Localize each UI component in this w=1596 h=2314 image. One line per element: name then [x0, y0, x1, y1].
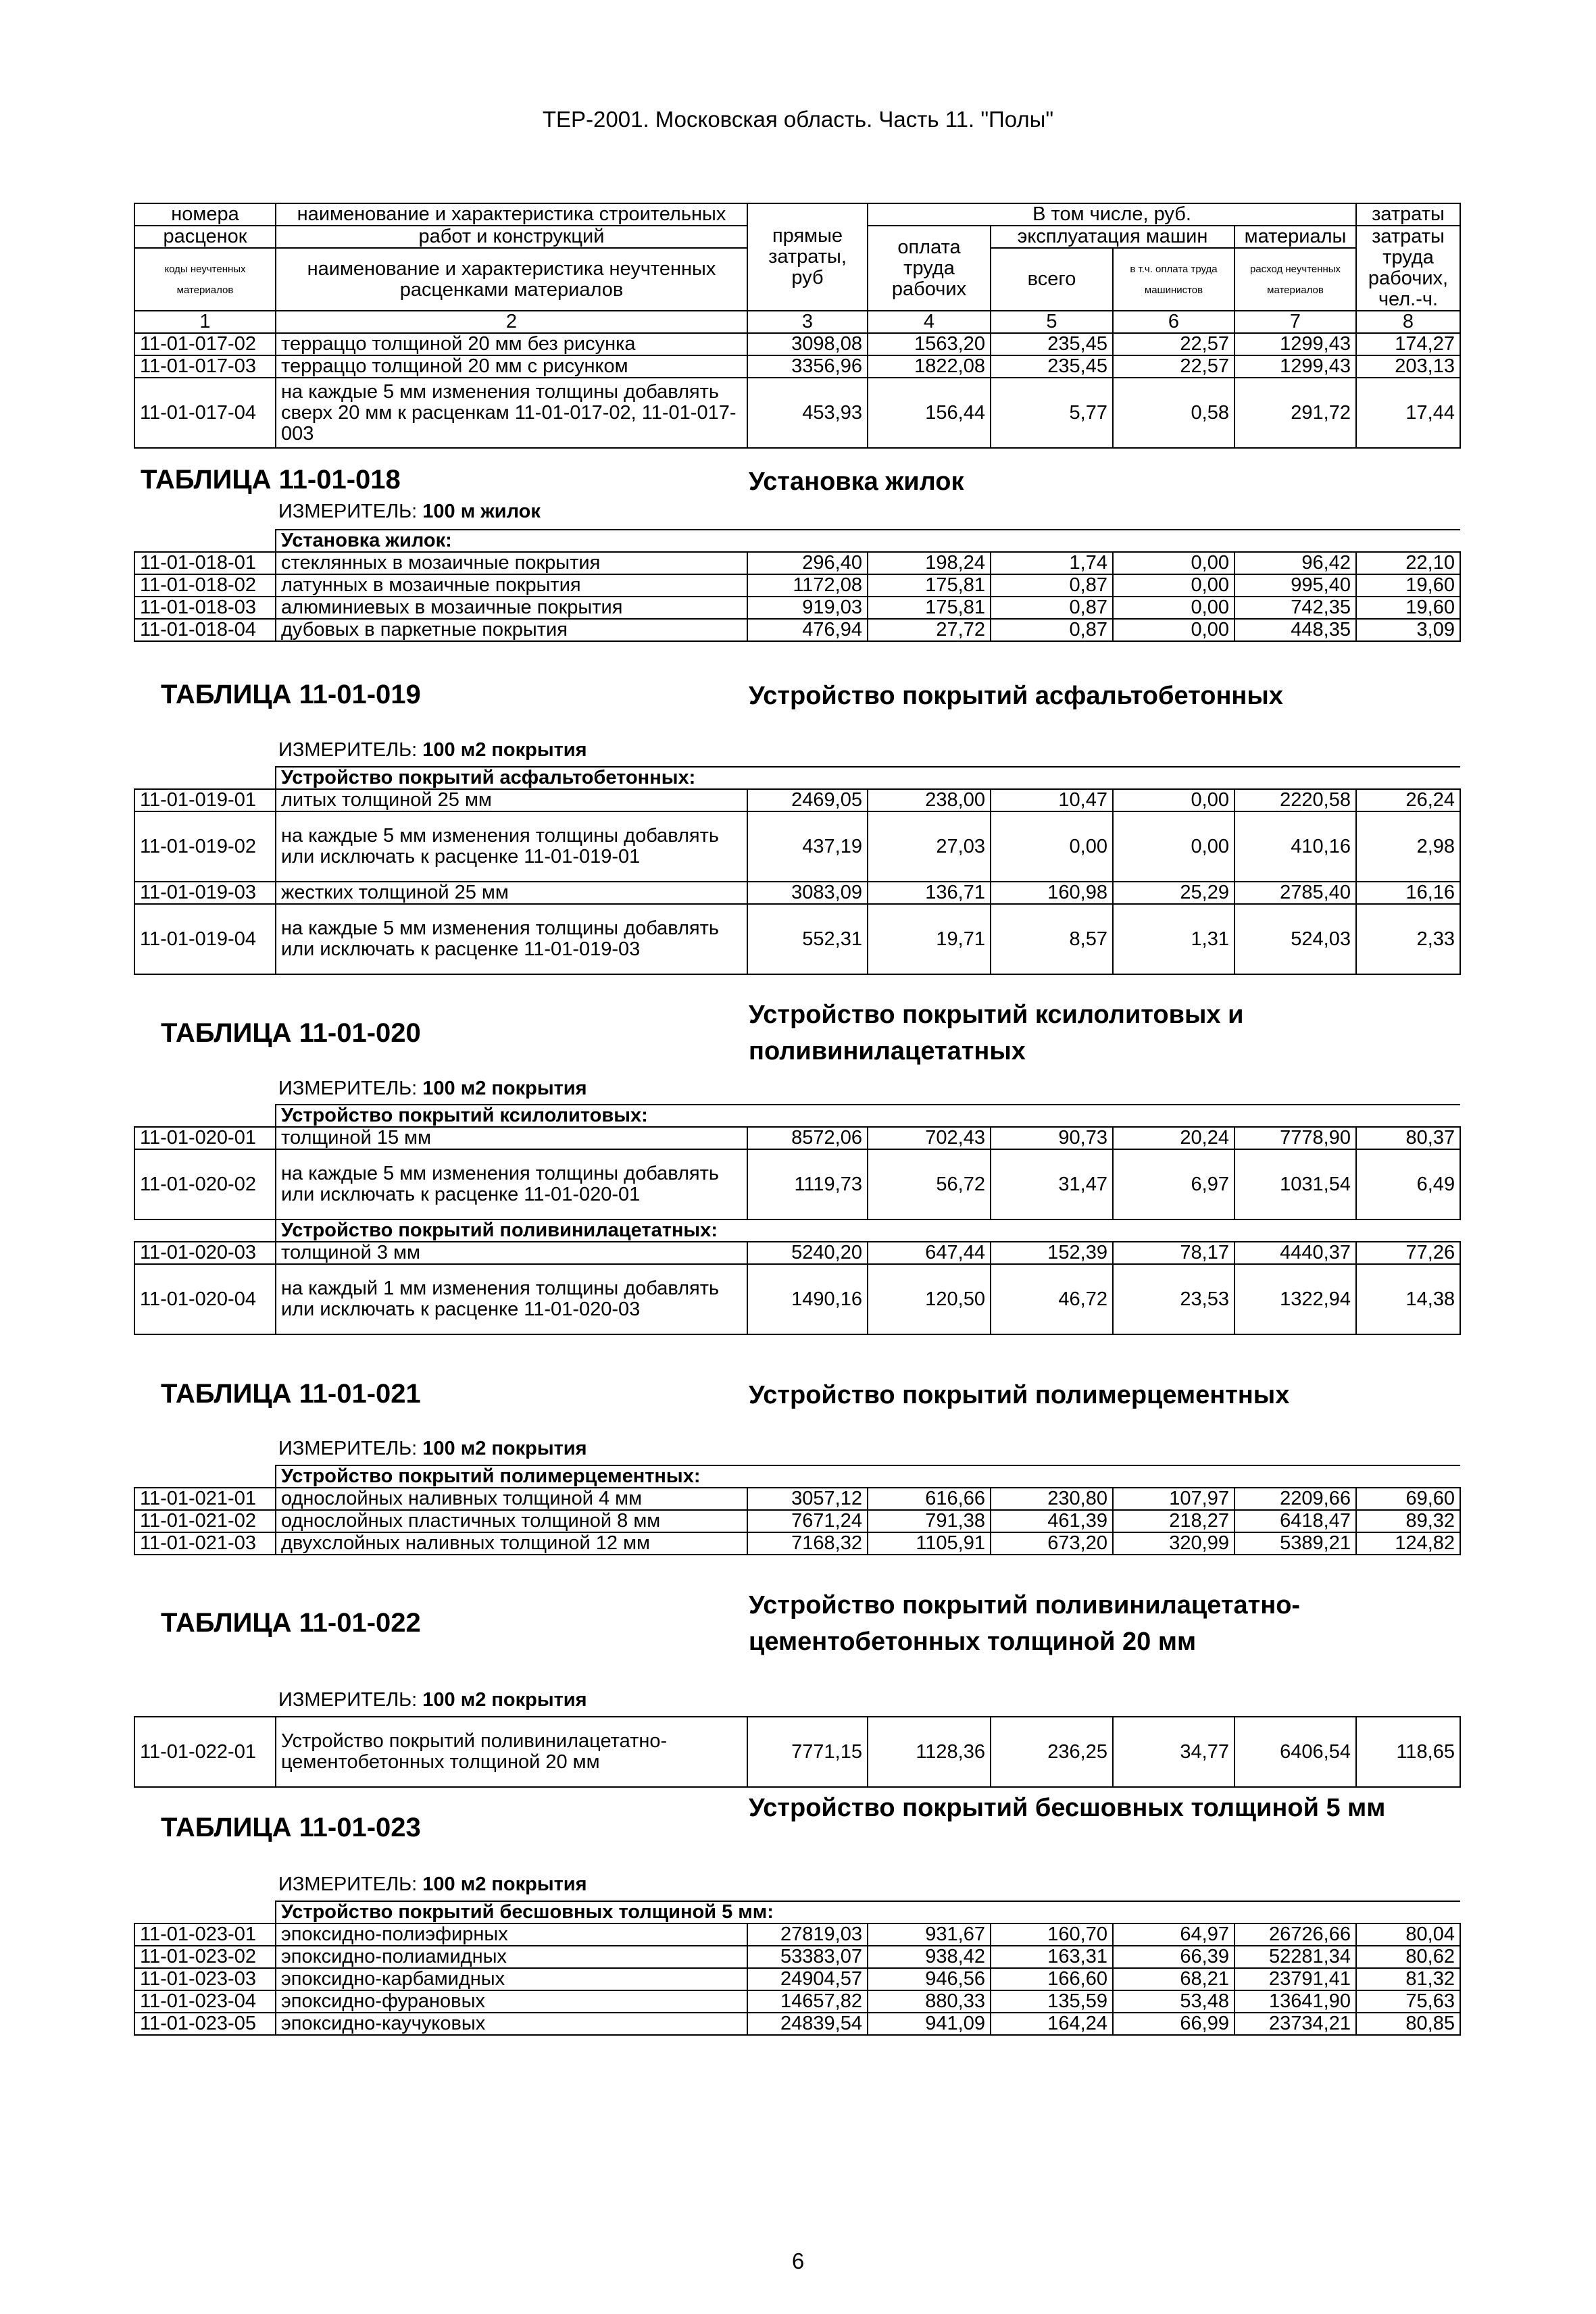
value-cell: 27,72 [868, 619, 991, 641]
value-cell: 1105,91 [868, 1532, 991, 1555]
value-cell: 203,13 [1356, 355, 1460, 378]
value-cell: 6406,54 [1235, 1717, 1356, 1787]
value-cell: 66,39 [1113, 1946, 1235, 1968]
section-row [134, 1465, 1460, 1488]
value-cell: 80,04 [1356, 1923, 1460, 1946]
work-name: однослойных наливных толщиной 4 мм [276, 1488, 747, 1510]
value-cell: 7771,15 [747, 1717, 868, 1787]
table-019-measure: ИЗМЕРИТЕЛЬ: 100 м2 покрытия [278, 739, 587, 761]
section-row [134, 1105, 1460, 1127]
rate-code: 11-01-022-01 [134, 1717, 276, 1787]
table-row [134, 1488, 1460, 1510]
rate-code: 11-01-018-01 [134, 552, 276, 574]
section-title: Устройство покрытий полимерцементных: [276, 1465, 1460, 1488]
value-cell: 26726,66 [1235, 1923, 1356, 1946]
work-name: двухслойных наливных толщиной 12 мм [276, 1532, 747, 1555]
value-cell: 80,62 [1356, 1946, 1460, 1968]
section-title: Устройство покрытий поливинилацетатных: [276, 1219, 1460, 1242]
value-cell: 1322,94 [1235, 1264, 1356, 1334]
rate-code: 11-01-018-04 [134, 619, 276, 641]
value-cell: 410,16 [1235, 811, 1356, 882]
value-cell: 89,32 [1356, 1510, 1460, 1532]
value-cell: 53,48 [1113, 1990, 1235, 2013]
header-machines: эксплуатация машин [991, 226, 1235, 248]
work-name: на каждый 1 мм изменения толщины добавлять или исключать к расценке 11-01-020-03 [276, 1264, 747, 1334]
table-022-title: Устройство покрытий поливинилацетатно-цементобетонных толщиной 20 мм [749, 1591, 1301, 1656]
value-cell: 27819,03 [747, 1923, 868, 1946]
rate-code: 11-01-023-02 [134, 1946, 276, 1968]
work-name: однослойных пластичных толщиной 8 мм [276, 1510, 747, 1532]
value-cell: 616,66 [868, 1488, 991, 1510]
table-020-name: ТАБЛИЦА 11-01-020 [161, 1018, 421, 1048]
header-material-usage: расход неучтенных материалов [1235, 248, 1356, 311]
value-cell: 1299,43 [1235, 333, 1356, 355]
value-cell: 13641,90 [1235, 1990, 1356, 2013]
column-number: 1 [134, 311, 276, 333]
value-cell: 919,03 [747, 597, 868, 619]
section-title: Установка жилок: [276, 530, 1460, 552]
work-name: эпоксидно-полиэфирных [276, 1923, 747, 1946]
table-020 [134, 1104, 1461, 1335]
table-row [134, 378, 1460, 448]
section-row [134, 530, 1460, 552]
value-cell: 22,57 [1113, 333, 1235, 355]
value-cell: 880,33 [868, 1990, 991, 2013]
value-cell: 0,00 [991, 811, 1113, 882]
work-name: терраццо толщиной 20 мм с рисунком [276, 355, 747, 378]
column-number: 2 [276, 311, 747, 333]
value-cell: 20,24 [1113, 1127, 1235, 1149]
header-wages: оплата труда рабочих [868, 226, 991, 311]
rate-code: 11-01-017-02 [134, 333, 276, 355]
value-cell: 166,60 [991, 1968, 1113, 1990]
value-cell: 156,44 [868, 378, 991, 448]
value-cell: 702,43 [868, 1127, 991, 1149]
value-cell: 175,81 [868, 597, 991, 619]
value-cell: 107,97 [1113, 1488, 1235, 1510]
column-number: 4 [868, 311, 991, 333]
value-cell: 19,71 [868, 904, 991, 974]
value-cell: 78,17 [1113, 1242, 1235, 1264]
work-name: литых толщиной 25 мм [276, 789, 747, 811]
table-row [134, 1510, 1460, 1532]
value-cell: 1,74 [991, 552, 1113, 574]
table-row [134, 1717, 1460, 1787]
value-cell: 23,53 [1113, 1264, 1235, 1334]
value-cell: 135,59 [991, 1990, 1113, 2013]
value-cell: 25,29 [1113, 882, 1235, 904]
document-title: ТЕР-2001. Московская область. Часть 11. "Полы" [542, 107, 1054, 132]
value-cell: 120,50 [868, 1264, 991, 1334]
table-row [134, 904, 1460, 974]
table-023-title: Устройство покрытий бесшовных толщиной 5 мм [749, 1794, 1386, 1822]
rate-code: 11-01-023-05 [134, 2013, 276, 2035]
value-cell: 230,80 [991, 1488, 1113, 1510]
table-row [134, 552, 1460, 574]
table-020-title: Устройство покрытий ксилолитовых и поливинилацетатных [749, 1001, 1244, 1065]
table-row [134, 1923, 1460, 1946]
value-cell: 236,25 [991, 1717, 1113, 1787]
value-cell: 3356,96 [747, 355, 868, 378]
value-cell: 7168,32 [747, 1532, 868, 1555]
work-name: на каждые 5 мм изменения толщины добавлять или исключать к расценке 11-01-019-01 [276, 811, 747, 882]
value-cell: 16,16 [1356, 882, 1460, 904]
rate-code: 11-01-017-04 [134, 378, 276, 448]
value-cell: 552,31 [747, 904, 868, 974]
value-cell: 0,00 [1113, 789, 1235, 811]
header-direct-costs: прямые затраты, руб [747, 203, 868, 311]
value-cell: 80,85 [1356, 2013, 1460, 2035]
value-cell: 77,26 [1356, 1242, 1460, 1264]
table-022-name: ТАБЛИЦА 11-01-022 [161, 1608, 421, 1638]
table-row [134, 811, 1460, 882]
work-name: латунных в мозаичные покрытия [276, 574, 747, 597]
table-row [134, 1242, 1460, 1264]
rate-code: 11-01-019-01 [134, 789, 276, 811]
table-row [134, 333, 1460, 355]
table-row [134, 1990, 1460, 2013]
value-cell: 14,38 [1356, 1264, 1460, 1334]
table-row [134, 1127, 1460, 1149]
header-name-top: наименование и характеристика строительных [276, 203, 747, 226]
work-name: жестких толщиной 25 мм [276, 882, 747, 904]
section-row [134, 767, 1460, 789]
value-cell: 174,27 [1356, 333, 1460, 355]
value-cell: 320,99 [1113, 1532, 1235, 1555]
value-cell: 3083,09 [747, 882, 868, 904]
rate-code: 11-01-023-01 [134, 1923, 276, 1946]
table-023-measure: ИЗМЕРИТЕЛЬ: 100 м2 покрытия [278, 1873, 587, 1895]
rate-code: 11-01-021-01 [134, 1488, 276, 1510]
table-row [134, 1946, 1460, 1968]
value-cell: 22,57 [1113, 355, 1235, 378]
table-row [134, 1968, 1460, 1990]
value-cell: 1172,08 [747, 574, 868, 597]
value-cell: 5,77 [991, 378, 1113, 448]
value-cell: 1490,16 [747, 1264, 868, 1334]
header-codes-mid: расценок [134, 226, 276, 248]
value-cell: 56,72 [868, 1149, 991, 1219]
table-020-measure: ИЗМЕРИТЕЛЬ: 100 м2 покрытия [278, 1078, 587, 1099]
table-019 [134, 766, 1461, 975]
work-name: эпоксидно-полиамидных [276, 1946, 747, 1968]
value-cell: 53383,07 [747, 1946, 868, 1968]
value-cell: 4440,37 [1235, 1242, 1356, 1264]
value-cell: 2785,40 [1235, 882, 1356, 904]
value-cell: 461,39 [991, 1510, 1113, 1532]
value-cell: 24839,54 [747, 2013, 868, 2035]
rate-code: 11-01-018-02 [134, 574, 276, 597]
value-cell: 10,47 [991, 789, 1113, 811]
value-cell: 2469,05 [747, 789, 868, 811]
value-cell: 2209,66 [1235, 1488, 1356, 1510]
value-cell: 23734,21 [1235, 2013, 1356, 2035]
table-021-measure: ИЗМЕРИТЕЛЬ: 100 м2 покрытия [278, 1438, 587, 1459]
header-labor: затраты труда рабочих, чел.-ч. [1356, 226, 1460, 311]
table-023-name: ТАБЛИЦА 11-01-023 [161, 1813, 421, 1842]
value-cell: 218,27 [1113, 1510, 1235, 1532]
value-cell: 476,94 [747, 619, 868, 641]
value-cell: 14657,82 [747, 1990, 868, 2013]
value-cell: 938,42 [868, 1946, 991, 1968]
table-022-measure: ИЗМЕРИТЕЛЬ: 100 м2 покрытия [278, 1689, 587, 1711]
value-cell: 995,40 [1235, 574, 1356, 597]
page-number: 6 [791, 2248, 805, 2273]
value-cell: 66,99 [1113, 2013, 1235, 2035]
value-cell: 1563,20 [868, 333, 991, 355]
value-cell: 0,87 [991, 574, 1113, 597]
rate-code: 11-01-017-03 [134, 355, 276, 378]
work-name: эпоксидно-карбамидных [276, 1968, 747, 1990]
value-cell: 1,31 [1113, 904, 1235, 974]
value-cell: 0,87 [991, 619, 1113, 641]
value-cell: 0,00 [1113, 597, 1235, 619]
work-name: терраццо толщиной 20 мм без рисунка [276, 333, 747, 355]
value-cell: 647,44 [868, 1242, 991, 1264]
value-cell: 946,56 [868, 1968, 991, 1990]
section-row [134, 1219, 1460, 1242]
rate-code: 11-01-019-03 [134, 882, 276, 904]
table-row [134, 597, 1460, 619]
column-number: 3 [747, 311, 868, 333]
table-row [134, 1264, 1460, 1334]
table-018 [134, 529, 1461, 642]
value-cell: 3057,12 [747, 1488, 868, 1510]
value-cell: 6418,47 [1235, 1510, 1356, 1532]
table-row [134, 574, 1460, 597]
value-cell: 8572,06 [747, 1127, 868, 1149]
rate-code: 11-01-020-04 [134, 1264, 276, 1334]
work-name: на каждые 5 мм изменения толщины добавлять или исключать к расценке 11-01-019-03 [276, 904, 747, 974]
header-machinist-wages: в т.ч. оплата труда машинистов [1113, 248, 1235, 311]
value-cell: 238,00 [868, 789, 991, 811]
value-cell: 1299,43 [1235, 355, 1356, 378]
value-cell: 118,65 [1356, 1717, 1460, 1787]
value-cell: 75,63 [1356, 1990, 1460, 2013]
rate-code: 11-01-020-03 [134, 1242, 276, 1264]
header-material-names: наименование и характеристика неучтенных расценками материалов [276, 248, 747, 311]
section-title: Устройство покрытий бесшовных толщиной 5 мм: [276, 1901, 1460, 1923]
value-cell: 69,60 [1356, 1488, 1460, 1510]
value-cell: 291,72 [1235, 378, 1356, 448]
value-cell: 5389,21 [1235, 1532, 1356, 1555]
rate-code: 11-01-019-04 [134, 904, 276, 974]
value-cell: 296,40 [747, 552, 868, 574]
table-018-measure: ИЗМЕРИТЕЛЬ: 100 м жилок [278, 501, 541, 522]
table-row [134, 355, 1460, 378]
section-title: Устройство покрытий асфальтобетонных: [276, 767, 1460, 789]
table-row [134, 789, 1460, 811]
value-cell: 81,32 [1356, 1968, 1460, 1990]
work-name: толщиной 3 мм [276, 1242, 747, 1264]
table-018-name: ТАБЛИЦА 11-01-018 [141, 465, 401, 495]
header-codes-top: номера [134, 203, 276, 226]
work-name: толщиной 15 мм [276, 1127, 747, 1149]
value-cell: 941,09 [868, 2013, 991, 2035]
value-cell: 46,72 [991, 1264, 1113, 1334]
value-cell: 2220,58 [1235, 789, 1356, 811]
table-023 [134, 1901, 1461, 2036]
work-name: на каждые 5 мм изменения толщины добавлять сверх 20 мм к расценкам 11-01-017-02, 11-01-017-003 [276, 378, 747, 448]
rate-code: 11-01-020-01 [134, 1127, 276, 1149]
column-number: 8 [1356, 311, 1460, 333]
value-cell: 0,00 [1113, 619, 1235, 641]
value-cell: 524,03 [1235, 904, 1356, 974]
value-cell: 31,47 [991, 1149, 1113, 1219]
value-cell: 8,57 [991, 904, 1113, 974]
value-cell: 791,38 [868, 1510, 991, 1532]
value-cell: 64,97 [1113, 1923, 1235, 1946]
value-cell: 1119,73 [747, 1149, 868, 1219]
value-cell: 437,19 [747, 811, 868, 882]
rate-code: 11-01-019-02 [134, 811, 276, 882]
value-cell: 96,42 [1235, 552, 1356, 574]
value-cell: 19,60 [1356, 574, 1460, 597]
value-cell: 163,31 [991, 1946, 1113, 1968]
column-number: 7 [1235, 311, 1356, 333]
header-incl: В том числе, руб. [868, 203, 1356, 226]
header-material-codes: коды неучтенных материалов [134, 248, 276, 311]
value-cell: 22,10 [1356, 552, 1460, 574]
value-cell: 2,33 [1356, 904, 1460, 974]
table-022 [134, 1716, 1461, 1788]
value-cell: 198,24 [868, 552, 991, 574]
value-cell: 7671,24 [747, 1510, 868, 1532]
rate-code: 11-01-020-02 [134, 1149, 276, 1219]
value-cell: 1031,54 [1235, 1149, 1356, 1219]
work-name: эпоксидно-каучуковых [276, 2013, 747, 2035]
header-materials: материалы [1235, 226, 1356, 248]
value-cell: 235,45 [991, 333, 1113, 355]
value-cell: 3098,08 [747, 333, 868, 355]
value-cell: 2,98 [1356, 811, 1460, 882]
value-cell: 0,00 [1113, 811, 1235, 882]
work-name: дубовых в паркетные покрытия [276, 619, 747, 641]
value-cell: 7778,90 [1235, 1127, 1356, 1149]
value-cell: 448,35 [1235, 619, 1356, 641]
value-cell: 52281,34 [1235, 1946, 1356, 1968]
value-cell: 34,77 [1113, 1717, 1235, 1787]
table-021-name: ТАБЛИЦА 11-01-021 [161, 1379, 421, 1409]
value-cell: 26,24 [1356, 789, 1460, 811]
value-cell: 3,09 [1356, 619, 1460, 641]
rate-code: 11-01-021-03 [134, 1532, 276, 1555]
header-table [134, 203, 1461, 449]
value-cell: 175,81 [868, 574, 991, 597]
rate-code: 11-01-021-02 [134, 1510, 276, 1532]
work-name: Устройство покрытий поливинилацетатно-цементобетонных толщиной 20 мм [276, 1717, 747, 1787]
value-cell: 80,37 [1356, 1127, 1460, 1149]
table-021 [134, 1465, 1461, 1555]
table-018-title: Установка жилок [749, 468, 964, 496]
value-cell: 136,71 [868, 882, 991, 904]
value-cell: 17,44 [1356, 378, 1460, 448]
table-row [134, 1532, 1460, 1555]
work-name: стеклянных в мозаичные покрытия [276, 552, 747, 574]
rate-code: 11-01-023-04 [134, 1990, 276, 2013]
value-cell: 68,21 [1113, 1968, 1235, 1990]
value-cell: 673,20 [991, 1532, 1113, 1555]
column-number: 5 [991, 311, 1113, 333]
section-row [134, 1901, 1460, 1923]
value-cell: 5240,20 [747, 1242, 868, 1264]
value-cell: 19,60 [1356, 597, 1460, 619]
rate-code: 11-01-018-03 [134, 597, 276, 619]
table-row [134, 882, 1460, 904]
value-cell: 124,82 [1356, 1532, 1460, 1555]
column-number: 6 [1113, 311, 1235, 333]
header-machines-total: всего [991, 248, 1113, 311]
work-name: на каждые 5 мм изменения толщины добавлять или исключать к расценке 11-01-020-01 [276, 1149, 747, 1219]
value-cell: 0,58 [1113, 378, 1235, 448]
value-cell: 742,35 [1235, 597, 1356, 619]
work-name: эпоксидно-фурановых [276, 1990, 747, 2013]
value-cell: 6,49 [1356, 1149, 1460, 1219]
value-cell: 160,98 [991, 882, 1113, 904]
value-cell: 90,73 [991, 1127, 1113, 1149]
value-cell: 931,67 [868, 1923, 991, 1946]
value-cell: 6,97 [1113, 1149, 1235, 1219]
work-name: алюминиевых в мозаичные покрытия [276, 597, 747, 619]
value-cell: 1128,36 [868, 1717, 991, 1787]
table-021-title: Устройство покрытий полимерцементных [749, 1381, 1290, 1409]
value-cell: 24904,57 [747, 1968, 868, 1990]
value-cell: 27,03 [868, 811, 991, 882]
value-cell: 160,70 [991, 1923, 1113, 1946]
value-cell: 23791,41 [1235, 1968, 1356, 1990]
value-cell: 0,00 [1113, 552, 1235, 574]
value-cell: 152,39 [991, 1242, 1113, 1264]
value-cell: 0,87 [991, 597, 1113, 619]
table-row [134, 2013, 1460, 2035]
header-labor-top: затраты [1356, 203, 1460, 226]
section-title: Устройство покрытий ксилолитовых: [276, 1105, 1460, 1127]
header-name-mid: работ и конструкций [276, 226, 747, 248]
rate-code: 11-01-023-03 [134, 1968, 276, 1990]
table-019-title: Устройство покрытий асфальтобетонных [749, 682, 1283, 710]
table-019-name: ТАБЛИЦА 11-01-019 [161, 680, 421, 709]
value-cell: 235,45 [991, 355, 1113, 378]
table-row [134, 619, 1460, 641]
value-cell: 164,24 [991, 2013, 1113, 2035]
value-cell: 1822,08 [868, 355, 991, 378]
value-cell: 0,00 [1113, 574, 1235, 597]
value-cell: 453,93 [747, 378, 868, 448]
table-row [134, 1149, 1460, 1219]
